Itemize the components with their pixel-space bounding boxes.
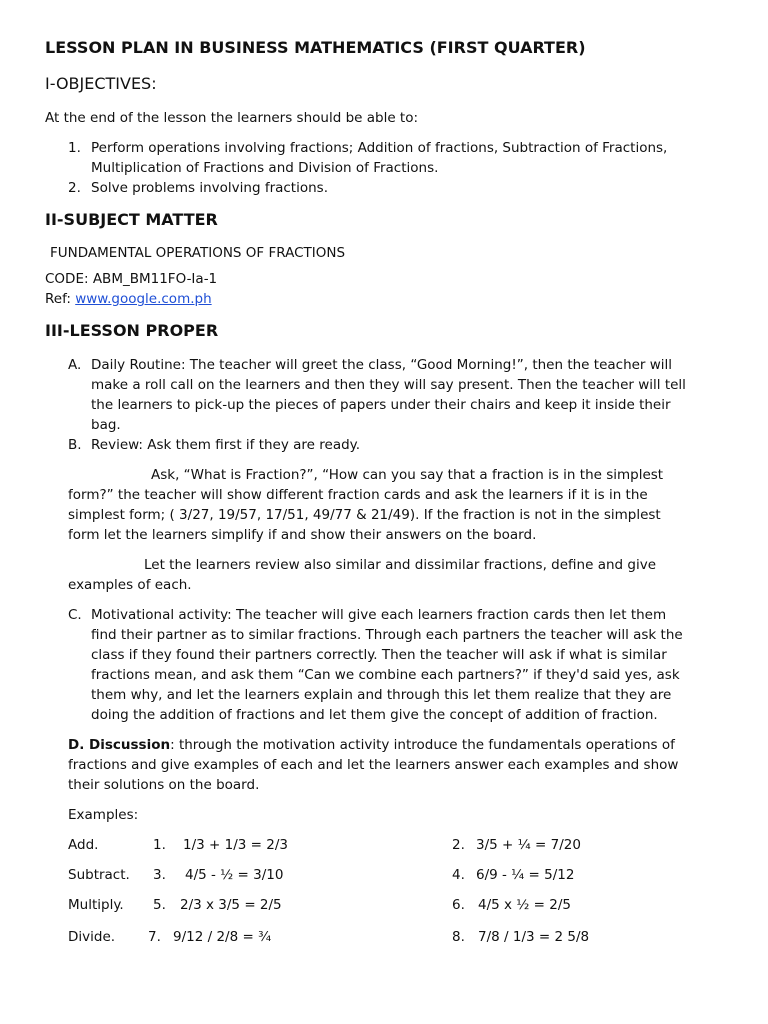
ref-link[interactable]: www.google.com.ph	[75, 291, 212, 307]
example-op: Multiply.	[68, 897, 124, 913]
example-expression: 1/3 + 1/3 = 2/3	[183, 837, 288, 853]
review-paragraph-line: examples of each.	[68, 577, 192, 593]
motivational-line: doing the addition of fractions and let them give the concept of addition of fraction.	[91, 707, 658, 723]
review-paragraph-line: Ask, “What is Fraction?”, “How can you say that a fraction is in the simplest	[151, 467, 664, 483]
example-number: 4.	[452, 867, 465, 883]
discussion-label: D. Discussion	[68, 737, 171, 753]
objectives-intro: At the end of the lesson the learners should be able to:	[45, 110, 419, 126]
subject-code: CODE: ABM_BM11FO-Ia-1	[45, 271, 218, 287]
daily-routine-line: the learners to pick-up the pieces of papers under their chairs and keep it inside their	[91, 397, 671, 413]
item-label-c: C.	[68, 607, 82, 623]
example-number: 3.	[153, 867, 166, 883]
examples-label: Examples:	[68, 807, 139, 823]
review-paragraph-line: form?” the teacher will show different fraction cards and ask the learners if it is in the	[68, 487, 648, 503]
item-label-b: B.	[68, 437, 82, 453]
review-paragraph-line: simplest form; ( 3/27, 19/57, 17/51, 49/77 & 21/49). If the fraction is not in the simplest	[68, 507, 661, 523]
daily-routine-line: bag.	[91, 417, 121, 433]
example-number: 6.	[452, 897, 465, 913]
example-expression: 7/8 / 1/3 = 2 5/8	[478, 929, 590, 945]
lesson-proper-heading: III-LESSON PROPER	[45, 321, 219, 340]
example-number: 1.	[153, 837, 166, 853]
objective-number: 1.	[68, 140, 81, 156]
subject-ref	[45, 289, 212, 309]
discussion-line	[68, 735, 675, 755]
example-number: 2.	[452, 837, 465, 853]
objective-line: Solve problems involving fractions.	[91, 180, 328, 196]
example-op: Subtract.	[68, 867, 130, 883]
motivational-line: fractions mean, and ask them “Can we combine each partners?” if they'd said yes, ask	[91, 667, 680, 683]
discussion-text: : through the motivation activity introduce the fundamentals operations of	[170, 737, 675, 753]
example-expression: 4/5 - ½ = 3/10	[185, 867, 284, 883]
item-label-a: A.	[68, 357, 82, 373]
motivational-line: find their partner as to similar fractions. Through each partners the teacher will ask the	[91, 627, 683, 643]
example-expression: 4/5 x ½ = 2/5	[478, 897, 572, 913]
objective-line: Multiplication of Fractions and Division of Fractions.	[91, 160, 439, 176]
daily-routine-line: Daily Routine: The teacher will greet the class, “Good Morning!”, then the teacher will	[91, 357, 673, 373]
discussion-line: fractions and give examples of each and let the learners answer each examples and show	[68, 757, 679, 773]
document-title: LESSON PLAN IN BUSINESS MATHEMATICS (FIRST QUARTER)	[45, 38, 586, 57]
motivational-line: class if they found their partners correctly. Then the teacher will ask if what is similar	[91, 647, 667, 663]
example-op: Divide.	[68, 929, 116, 945]
subject-matter-heading: II-SUBJECT MATTER	[45, 210, 218, 229]
example-expression: 2/3 x 3/5 = 2/5	[180, 897, 282, 913]
ref-label: Ref:	[45, 291, 76, 307]
objective-number: 2.	[68, 180, 81, 196]
example-number: 7.	[148, 929, 161, 945]
subject-topic: FUNDAMENTAL OPERATIONS OF FRACTIONS	[50, 245, 346, 261]
review-line: Review: Ask them first if they are ready.	[91, 437, 361, 453]
objectives-heading: I-OBJECTIVES:	[45, 74, 157, 93]
example-expression: 3/5 + ¼ = 7/20	[476, 837, 581, 853]
example-number: 8.	[452, 929, 465, 945]
daily-routine-line: make a roll call on the learners and then they will say present. Then the teacher will tell	[91, 377, 686, 393]
example-number: 5.	[153, 897, 166, 913]
example-op: Add.	[68, 837, 99, 853]
motivational-line: Motivational activity: The teacher will give each learners fraction cards then let them	[91, 607, 667, 623]
example-expression: 6/9 - ¼ = 5/12	[476, 867, 575, 883]
motivational-line: them why, and let the learners explain and through this let them realize that they are	[91, 687, 672, 703]
review-paragraph-line: Let the learners review also similar and dissimilar fractions, define and give	[144, 557, 656, 573]
objective-line: Perform operations involving fractions; Addition of fractions, Subtraction of Fractions,	[91, 140, 668, 156]
review-paragraph-line: form let the learners simplify if and show their answers on the board.	[68, 527, 537, 543]
example-expression: 9/12 / 2/8 = ¾	[173, 929, 272, 945]
discussion-line: their solutions on the board.	[68, 777, 260, 793]
